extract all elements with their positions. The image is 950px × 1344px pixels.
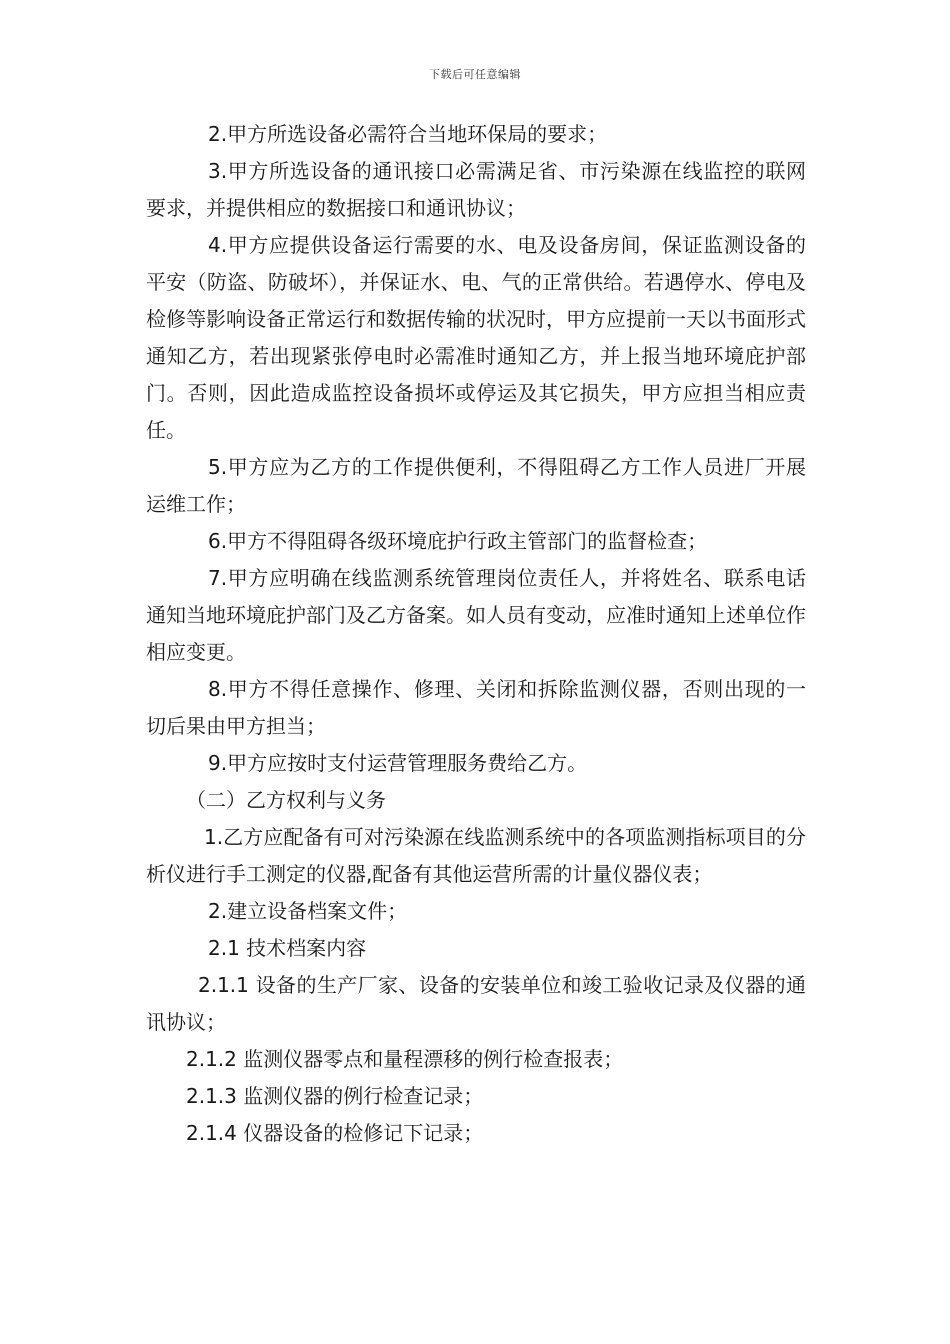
subsection-2-1: 2.1 技术档案内容 xyxy=(208,936,367,960)
party-b-clause-2: 2.建立设备档案文件； xyxy=(208,899,408,923)
item-2-1-4: 2.1.4 仪器设备的检修记下记录； xyxy=(186,1121,484,1145)
item-2-1-1: 2.1.1 设备的生产厂家、设备的安装单位和竣工验收记录及仪器的通讯协议； xyxy=(146,973,806,1034)
clause-2: 2.甲方所选设备必需符合当地环保局的要求； xyxy=(208,122,608,146)
clause-8: 8.甲方不得任意操作、修理、关闭和拆除监测仪器，否则出现的一切后果由甲方担当； xyxy=(146,677,806,738)
clause-9: 9.甲方应按时支付运营管理服务费给乙方。 xyxy=(208,751,588,775)
page-header: 下载后可任意编辑 xyxy=(429,68,521,81)
clause-4: 4.甲方应提供设备运行需要的水、电及设备房间，保证监测设备的平安（防盗、防破坏），并保证水、电、气的正常供给。若遇停水、停电及检修等影响设备正常运行和数据传输的状况时，甲方应提前一天以书面形式通知乙方，若出现紧张停电时必需准时通知乙方，并上报当地环境庇护部门。否则，因此造成监控设备损坏或停运及其它损失，甲方应担当相应责任。 xyxy=(146,233,806,442)
clause-5: 5.甲方应为乙方的工作提供便利，不得阻碍乙方工作人员进厂开展运维工作； xyxy=(146,455,806,516)
section-heading-party-b: （二）乙方权利与义务 xyxy=(186,788,386,812)
clause-7: 7.甲方应明确在线监测系统管理岗位责任人，并将姓名、联系电话通知当地环境庇护部门及乙方备案。如人员有变动，应准时通知上述单位作相应变更。 xyxy=(146,566,806,664)
item-2-1-3: 2.1.3 监测仪器的例行检查记录； xyxy=(186,1084,484,1108)
clause-6: 6.甲方不得阻碍各级环境庇护行政主管部门的监督检查； xyxy=(208,529,708,553)
document-body xyxy=(146,116,806,1152)
party-b-clause-1: 1.乙方应配备有可对污染源在线监测系统中的各项监测指标项目的分析仪进行手工测定的仪器,配备有其他运营所需的计量仪器仪表； xyxy=(146,825,806,886)
item-2-1-2: 2.1.2 监测仪器零点和量程漂移的例行检查报表； xyxy=(186,1047,624,1071)
clause-3: 3.甲方所选设备的通讯接口必需满足省、市污染源在线监控的联网要求，并提供相应的数据接口和通讯协议； xyxy=(146,159,806,220)
